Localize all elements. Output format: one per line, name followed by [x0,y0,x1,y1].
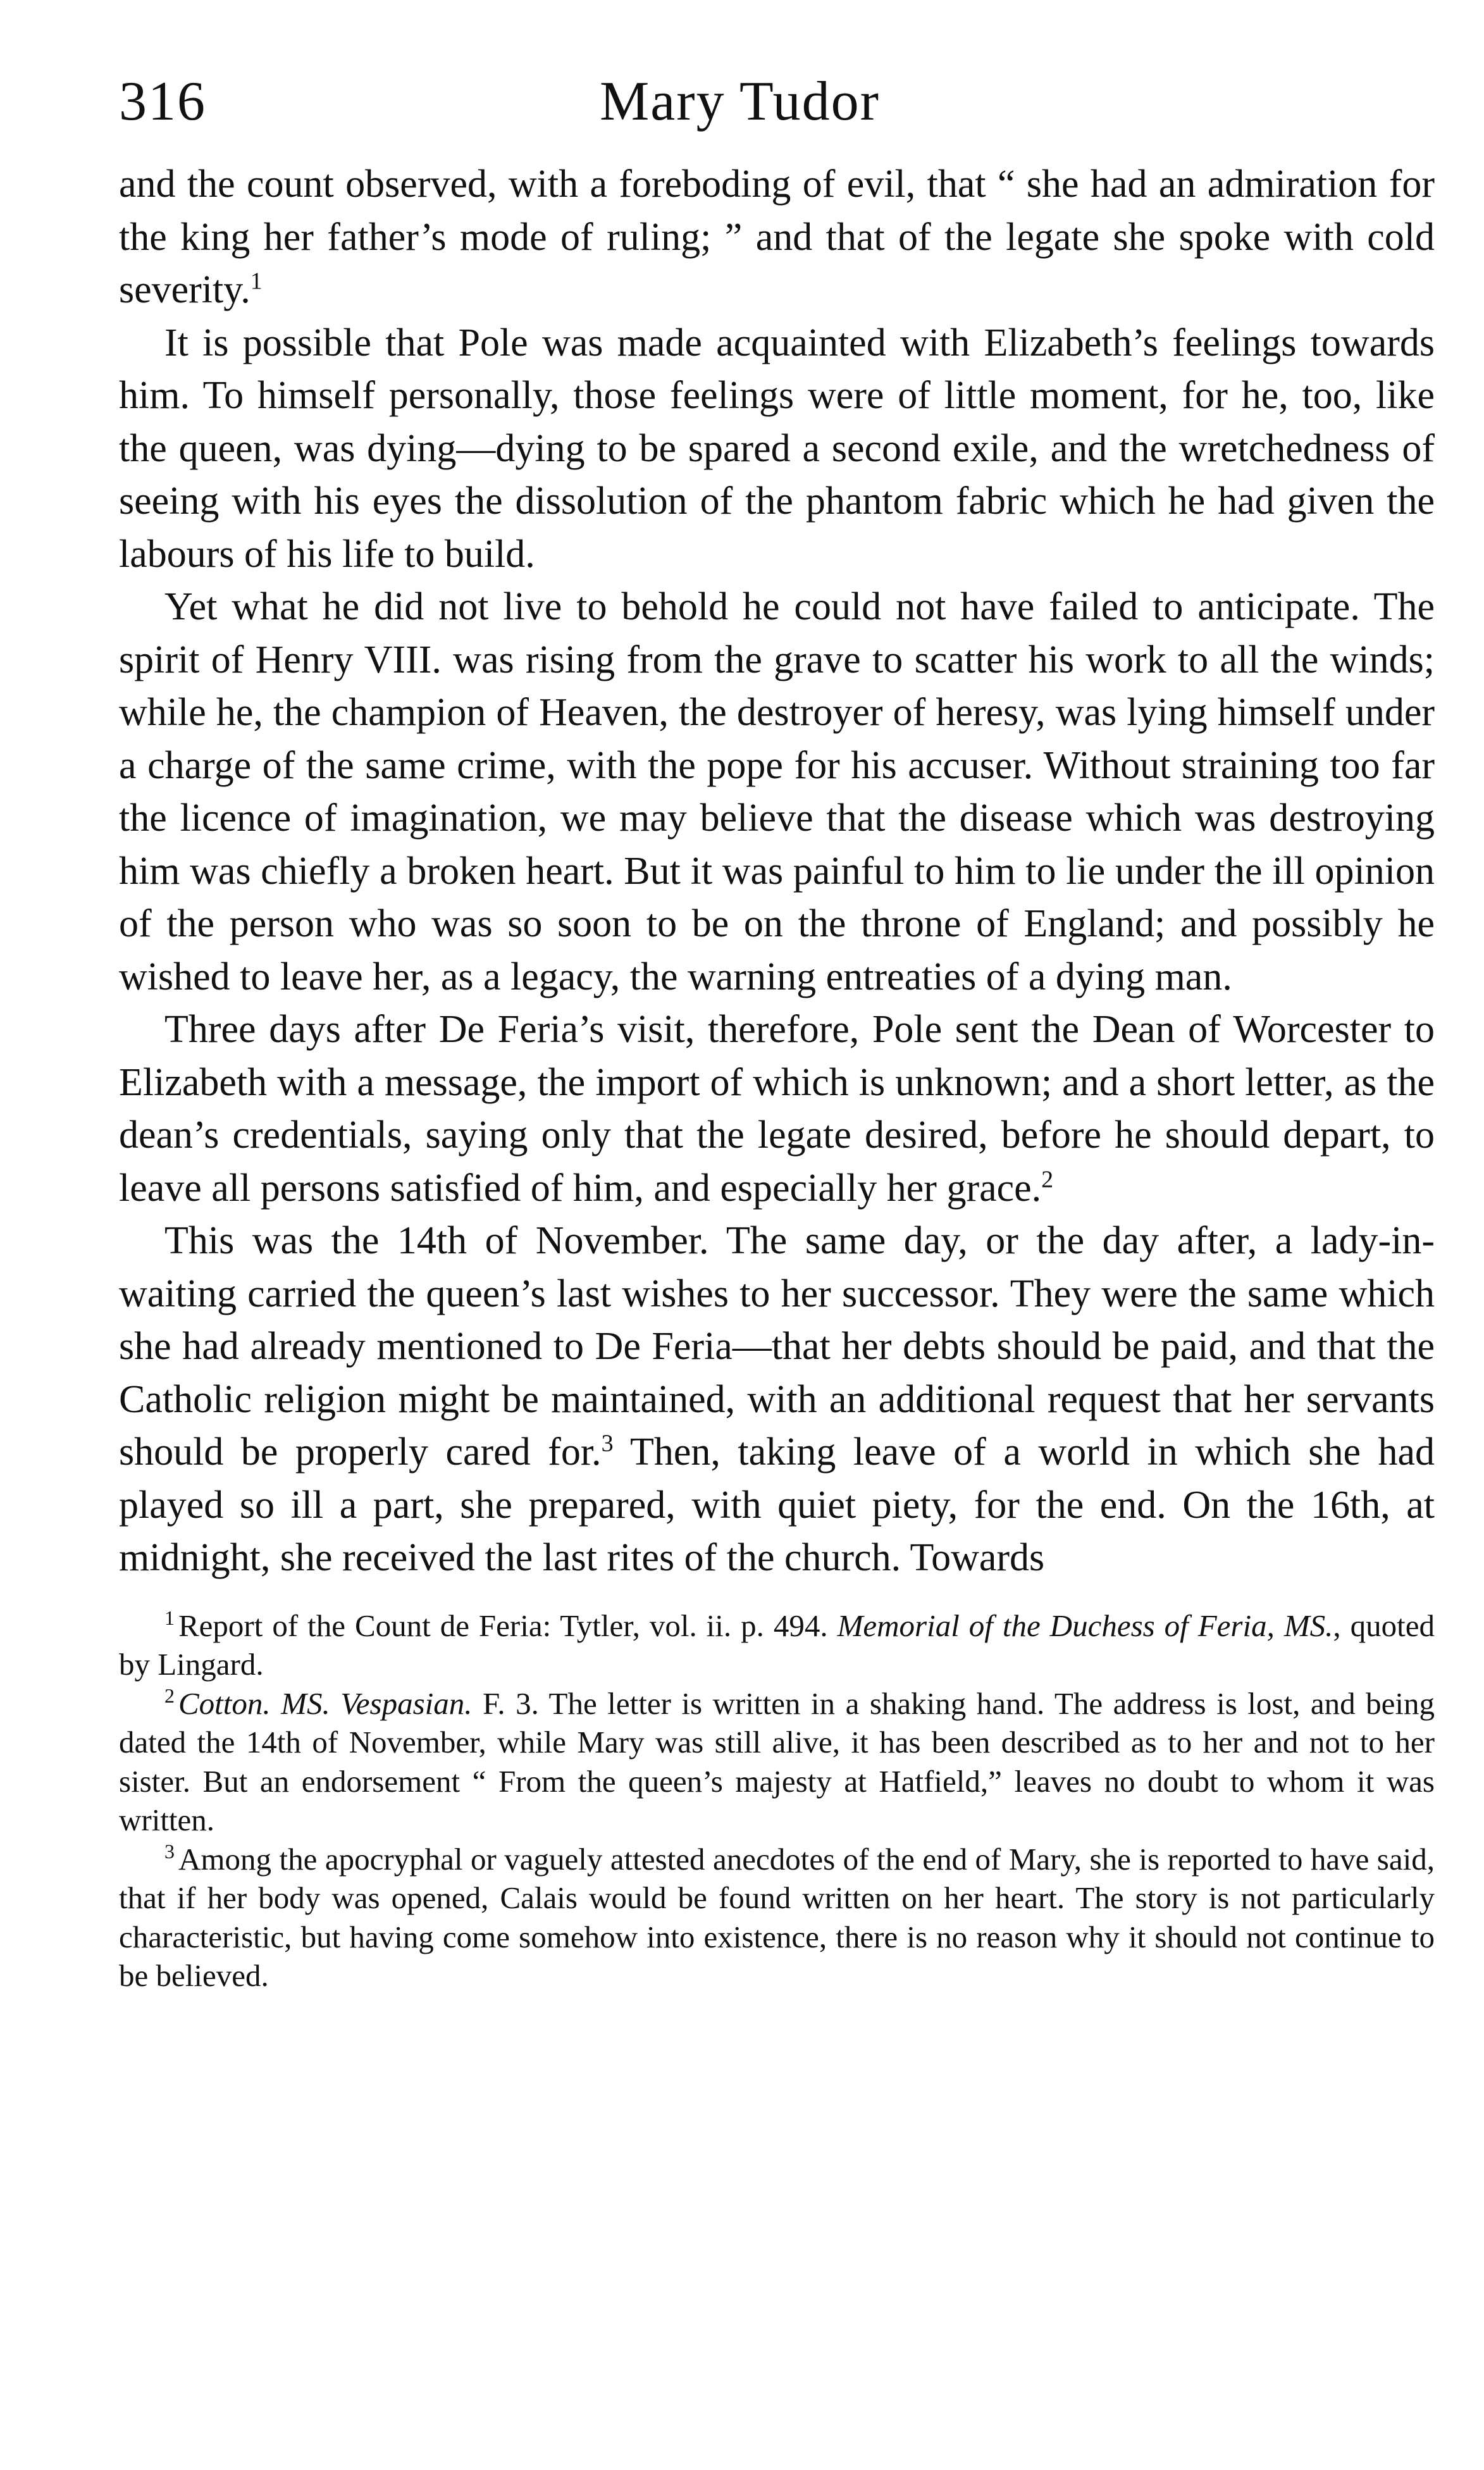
body-text [119,158,1435,1585]
footnote-1-mark: 1 [164,1606,175,1630]
paragraph-1-text: and the count observed, with a foreboding of evil, that “ she had an admiration for the king her father’s mode of ruling; ” and that of the legate she spoke with cold severity. [119,163,1435,311]
footnote-3 [119,1840,1435,1995]
footnote-ref-3: 3 [601,1430,614,1457]
footnote-ref-2: 2 [1041,1165,1054,1193]
footnote-1 [119,1606,1435,1684]
book-page [119,57,1435,1995]
footnote-2 [119,1684,1435,1840]
running-title: Mary Tudor [600,71,880,132]
paragraph-1 [119,158,1435,317]
footnote-3-text: Among the apocryphal or vaguely attested anecdotes of the end of Mary, she is reported to have said, that if her body was opened, Calais would be found written on her heart. The story is not particularly characteristic, but having come somehow into existence, there is no reason why it should not continue to be believed. [119,1841,1435,1993]
footnote-1-italic: Memorial of the Duchess of Feria, MS. [837,1608,1333,1643]
page-header [119,57,1435,152]
paragraph-4 [119,1003,1435,1215]
footnote-2-text: F. 3. The letter is written in a shaking hand. The address is lost, and being dated the 14th of November, while Mary was still alive, it has been described as to her and not to her sister. But an endorsement “ From the queen’s majesty at Hatfield,” leaves no doubt to whom it was written. [119,1685,1435,1837]
footnote-2-mark: 2 [164,1684,175,1708]
footnote-1-text-a: Report of the Count de Feria: Tytler, vol. ii. p. 494. [178,1608,838,1643]
paragraph-3: Yet what he did not live to behold he could not have failed to anticipate. The spirit of Henry VIII. was rising from the grave to scatter his work to all the winds; while he, the champion of Heaven, the destroyer of heresy, was lying himself under a charge of the same crime, with the pope for his accuser. Without straining too far the licence of imagination, we may believe that the disease which was destroying him was chiefly a broken heart. But it was painful to him to lie under the ill opinion of the person who was so soon to be on the throne of England; and possibly he wished to leave her, as a legacy, the warning entreaties of a dying man. [119,585,1435,998]
footnote-2-italic: Cotton. MS. Vespasian. [178,1685,473,1721]
paragraph-2: It is possible that Pole was made acquainted with Elizabeth’s feelings towards him. To himself personally, those feelings were of little moment, for he, too, like the queen, was dying—dying to be spared a second exile, and the wretchedness of seeing with his eyes the dissolution of the phantom fabric which he had given the labours of his life to build. [119,321,1435,576]
paragraph-5 [119,1215,1435,1585]
paragraph-5-text-a: This was the 14th of November. The same day, or the day after, a lady-in-waiting carried the queen’s last wishes to her successor. They were the same which she had already mentioned to De Feria—that her debts should be paid, and that the Catholic religion might be maintained, with an additional request that her servants should be properly cared for. [119,1219,1435,1474]
paragraph-4-text: Three days after De Feria’s visit, therefore, Pole sent the Dean of Worcester to Elizabeth with a message, the import of which is unknown; and a short letter, as the dean’s credentials, saying only that the legate desired, before he should depart, to leave all persons satisfied of him, and especially her grace. [119,1008,1435,1210]
paragraph-5-text-b: Then, taking leave of a world in which she had played so ill a part, she prepared, with quiet piety, for the end. On the 16th, at midnight, she received the last rites of the church. Towards [119,1430,1435,1579]
footnotes [119,1606,1435,1995]
footnote-3-mark: 3 [164,1840,175,1863]
footnote-1-text-b: , quoted by Lingard. [119,1608,1435,1682]
page-number: 316 [119,71,206,132]
footnote-ref-1: 1 [250,268,263,295]
